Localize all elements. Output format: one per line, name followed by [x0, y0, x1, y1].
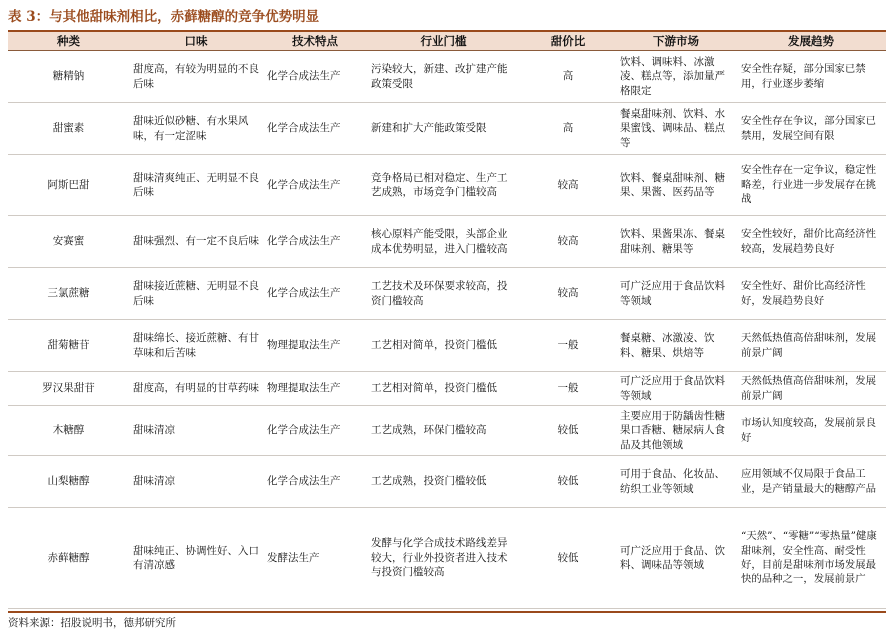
- cell-taste: 甜味纯正、协调性好、入口有清凉感: [129, 508, 263, 609]
- cell-type: 安赛蜜: [8, 216, 129, 268]
- cell-trend: 安全性存在争议，部分国家已禁用，发展空间有限: [736, 103, 886, 155]
- table-row: [8, 155, 886, 216]
- header-cell-type: 种类: [8, 32, 129, 51]
- cell-trend: 安全性存在一定争议，稳定性略差，行业进一步发展存在挑战: [736, 155, 886, 216]
- header-cell-market: 下游市场: [616, 32, 736, 51]
- cell-type: 罗汉果甜苷: [8, 372, 129, 406]
- cell-ratio: 一般: [520, 320, 616, 372]
- header-cell-trend: 发展趋势: [736, 32, 886, 51]
- table-row: [8, 508, 886, 609]
- table-row: [8, 268, 886, 320]
- comparison-table: [8, 32, 886, 609]
- table-row: [8, 103, 886, 155]
- cell-ratio: 一般: [520, 372, 616, 406]
- cell-taste: 甜度高，有明显的甘草药味: [129, 372, 263, 406]
- cell-trend: 安全性存疑，部分国家已禁用，行业逐步萎缩: [736, 51, 886, 103]
- cell-tech: 物理提取法生产: [263, 320, 367, 372]
- cell-taste: 甜度高，有较为明显的不良后味: [129, 51, 263, 103]
- cell-ratio: 较低: [520, 456, 616, 508]
- cell-market: 饮料、果酱果冻、餐桌甜味剂、糖果等: [616, 216, 736, 268]
- cell-tech: 发酵法生产: [263, 508, 367, 609]
- cell-type: 糖精钠: [8, 51, 129, 103]
- cell-market: 餐桌糖、冰激凌、饮料、糖果、烘焙等: [616, 320, 736, 372]
- cell-ratio: 较低: [520, 508, 616, 609]
- cell-market: 可广泛应用于食品饮料等领域: [616, 372, 736, 406]
- cell-tech: 化学合成法生产: [263, 103, 367, 155]
- cell-barrier: 发酵与化学合成技术路线差异较大，行业外投资者进入技术与投资门槛较高: [367, 508, 520, 609]
- cell-market: 主要应用于防龋齿性糖果口香糖、糖尿病人食品及其他领域: [616, 406, 736, 456]
- cell-taste: 甜味清爽纯正、无明显不良后味: [129, 155, 263, 216]
- header-cell-barrier: 行业门槛: [367, 32, 520, 51]
- header-cell-ratio: 甜价比: [520, 32, 616, 51]
- header-cell-taste: 口味: [129, 32, 263, 51]
- cell-taste: 甜味近似砂糖、有水果风味，有一定涩味: [129, 103, 263, 155]
- cell-ratio: 高: [520, 51, 616, 103]
- cell-type: 山梨糖醇: [8, 456, 129, 508]
- table-bottom-rule: [8, 611, 886, 613]
- cell-barrier: 工艺成熟，投资门槛较低: [367, 456, 520, 508]
- cell-trend: 天然低热值高倍甜味剂，发展前景广阔: [736, 372, 886, 406]
- table-row: [8, 216, 886, 268]
- cell-barrier: 工艺相对简单，投资门槛低: [367, 372, 520, 406]
- cell-trend: 安全性好、甜价比高经济性好，发展趋势良好: [736, 268, 886, 320]
- cell-market: 饮料、餐桌甜味剂、糖果、果酱、医药品等: [616, 155, 736, 216]
- cell-tech: 化学合成法生产: [263, 51, 367, 103]
- table-title: 表 3：与其他甜味剂相比，赤藓糖醇的竞争优势明显: [8, 9, 320, 25]
- cell-barrier: 污染较大，新建、改扩建产能政策受限: [367, 51, 520, 103]
- cell-type: 甜菊糖苷: [8, 320, 129, 372]
- cell-tech: 物理提取法生产: [263, 372, 367, 406]
- cell-market: 饮料、调味料、冰激凌、糕点等，添加量严格限定: [616, 51, 736, 103]
- cell-taste: 甜味清凉: [129, 456, 263, 508]
- table-row: [8, 406, 886, 456]
- cell-tech: 化学合成法生产: [263, 406, 367, 456]
- header-row: [8, 32, 886, 51]
- table-row: [8, 372, 886, 406]
- cell-tech: 化学合成法生产: [263, 216, 367, 268]
- cell-taste: 甜味绵长、接近蔗糖、有甘草味和后苦味: [129, 320, 263, 372]
- cell-trend: 应用领域不仅局限于食品工业，是产销量最大的糖醇产品: [736, 456, 886, 508]
- cell-trend: 天然低热值高倍甜味剂，发展前景广阔: [736, 320, 886, 372]
- cell-taste: 甜味清凉: [129, 406, 263, 456]
- cell-ratio: 较低: [520, 406, 616, 456]
- cell-type: 三氯蔗糖: [8, 268, 129, 320]
- cell-barrier: 竞争格局已相对稳定、生产工艺成熟，市场竞争门槛较高: [367, 155, 520, 216]
- cell-type: 阿斯巴甜: [8, 155, 129, 216]
- cell-type: 甜蜜素: [8, 103, 129, 155]
- cell-type: 赤藓糖醇: [8, 508, 129, 609]
- table-row: [8, 51, 886, 103]
- cell-trend: “天然”、“零糖”“零热量”健康甜味剂，安全性高、耐受性好，目前是甜味剂市场发展最快的品种之一，发展前景广: [736, 508, 886, 609]
- cell-market: 可广泛应用于食品饮料等领域: [616, 268, 736, 320]
- cell-tech: 化学合成法生产: [263, 268, 367, 320]
- source-note: 资料来源：招股说明书，德邦研究所: [8, 617, 176, 629]
- header-cell-tech: 技术特点: [263, 32, 367, 51]
- cell-market: 餐桌甜味剂、饮料、水果蜜饯、调味品、糕点等: [616, 103, 736, 155]
- cell-market: 可用于食品、化妆品、纺织工业等领域: [616, 456, 736, 508]
- cell-trend: 安全性较好，甜价比高经济性较高，发展趋势良好: [736, 216, 886, 268]
- cell-barrier: 工艺技术及环保要求较高，投资门槛较高: [367, 268, 520, 320]
- table-row: [8, 456, 886, 508]
- cell-barrier: 新建和扩大产能政策受限: [367, 103, 520, 155]
- cell-ratio: 较高: [520, 155, 616, 216]
- cell-tech: 化学合成法生产: [263, 155, 367, 216]
- cell-type: 木糖醇: [8, 406, 129, 456]
- cell-taste: 甜味接近蔗糖、无明显不良后味: [129, 268, 263, 320]
- table-row: [8, 320, 886, 372]
- cell-market: 可广泛应用于食品、饮料、调味品等领域: [616, 508, 736, 609]
- cell-ratio: 高: [520, 103, 616, 155]
- cell-ratio: 较高: [520, 268, 616, 320]
- cell-ratio: 较高: [520, 216, 616, 268]
- cell-taste: 甜味强烈、有一定不良后味: [129, 216, 263, 268]
- cell-barrier: 核心原料产能受限，头部企业成本优势明显，进入门槛较高: [367, 216, 520, 268]
- cell-tech: 化学合成法生产: [263, 456, 367, 508]
- cell-trend: 市场认知度较高，发展前景良好: [736, 406, 886, 456]
- cell-barrier: 工艺成熟，环保门槛较高: [367, 406, 520, 456]
- cell-barrier: 工艺相对简单，投资门槛低: [367, 320, 520, 372]
